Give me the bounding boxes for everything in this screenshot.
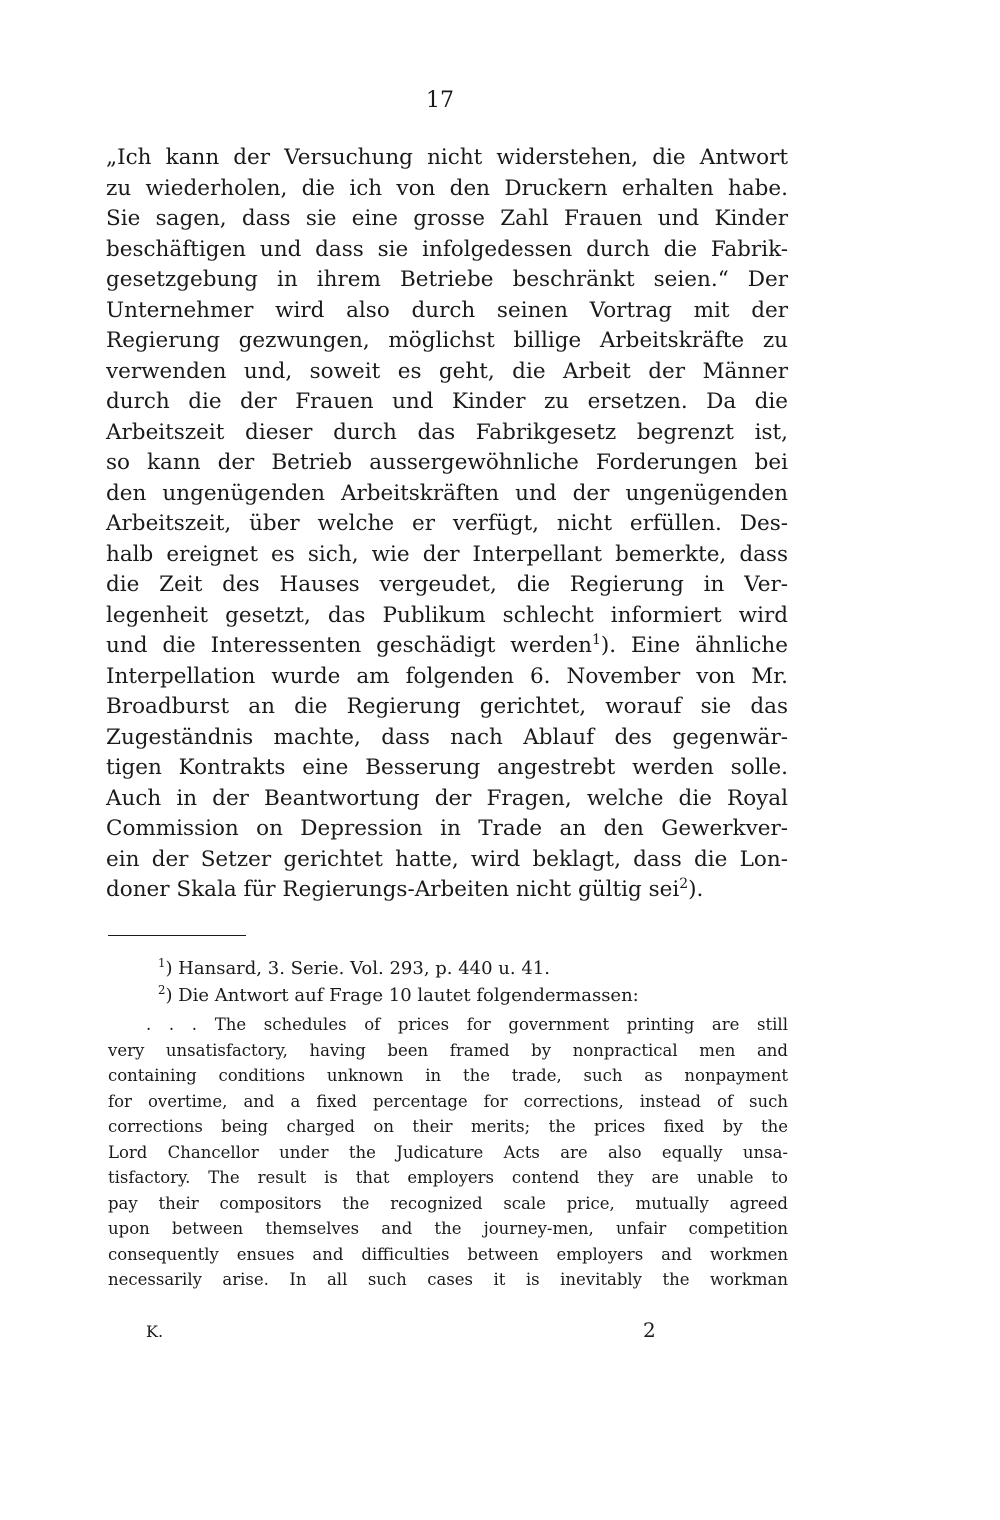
main-text-block <box>106 143 788 906</box>
quote-line: very unsatisfactory, having been framed by nonpractical men and <box>108 1040 788 1060</box>
footnote-quote-block <box>108 1012 788 1293</box>
quote-line: containing conditions unknown in the trade, such as nonpayment <box>108 1066 788 1085</box>
text-line: Regierung gezwungen, möglichst billige Arbeitskräfte zu <box>106 328 788 353</box>
quote-line: . . . The schedules of prices for government printing are still <box>146 1015 788 1034</box>
footnote-divider <box>108 935 246 936</box>
text-line: Arbeitszeit, über welche er verfügt, nicht erfüllen. Des- <box>106 511 788 536</box>
text-line: Unternehmer wird also durch seinen Vortrag mit der <box>106 297 788 323</box>
text-line: den ungenügenden Arbeitskräften und der ungenügenden <box>106 480 788 506</box>
quote-line: necessarily arise. In all such cases it is inevitably the workman <box>108 1270 788 1289</box>
printer-signature-mark: K. <box>146 1322 164 1341</box>
text-line: so kann der Betrieb aussergewöhnliche Forderungen bei <box>106 450 788 475</box>
quote-line: consequently ensues and difficulties between employers and workmen <box>108 1244 788 1264</box>
quote-line: pay their compositors the recognized scale price, mutually agreed <box>108 1193 788 1213</box>
text-line: Interpellation wurde am folgenden 6. November von Mr. <box>106 663 788 689</box>
text-line: die Zeit des Hauses vergeudet, die Regierung in Ver- <box>106 572 788 597</box>
text-line: Arbeitszeit dieser durch das Fabrikgesetz begrenzt ist, <box>106 419 788 445</box>
text-line-with-footnote-ref <box>106 875 788 906</box>
footnote-text: ) Hansard, 3. Serie. Vol. 293, p. 440 u. 41. <box>165 958 550 979</box>
text-line: „Ich kann der Versuchung nicht widerstehen, die Antwort <box>106 145 788 170</box>
text-segment: ). <box>688 877 704 902</box>
footnote-ref: 1 <box>592 631 601 648</box>
text-line: legenheit gesetzt, das Publikum schlecht informiert wird <box>106 602 788 628</box>
text-segment: ). Eine ähnliche <box>600 633 788 658</box>
quote-line: upon between themselves and the journey-men, unfair competition <box>108 1219 788 1238</box>
text-line: Auch in der Beantwortung der Fragen, welche die Royal <box>106 785 788 811</box>
footnote-marker: 2 <box>158 983 166 997</box>
sheet-number: 2 <box>643 1318 656 1342</box>
quote-line: tisfactory. The result is that employers contend they are unable to <box>108 1168 788 1187</box>
footnote-1 <box>158 958 550 979</box>
text-line: halb ereignet es sich, wie der Interpellant bemerkte, dass <box>106 541 788 567</box>
page-number: 17 <box>426 88 454 113</box>
quote-line: corrections being charged on their merits; the prices fixed by the <box>108 1117 788 1136</box>
text-line: gesetzgebung in ihrem Betriebe beschränkt seien.“ Der <box>106 267 788 292</box>
text-segment: doner Skala für Regierungs-Arbeiten nicht gültig sei <box>106 877 680 902</box>
quote-line: for overtime, and a fixed percentage for corrections, instead of such <box>108 1091 788 1111</box>
text-line: tigen Kontrakts eine Besserung angestrebt werden solle. <box>106 755 788 780</box>
text-line: ein der Setzer gerichtet hatte, wird beklagt, dass die Lon- <box>106 846 788 872</box>
footnote-2 <box>158 985 639 1006</box>
text-line: verwenden und, soweit es geht, die Arbeit der Männer <box>106 358 788 384</box>
footnote-ref: 2 <box>679 875 689 892</box>
footnote-text: ) Die Antwort auf Frage 10 lautet folgendermassen: <box>165 985 639 1006</box>
text-line: durch die der Frauen und Kinder zu ersetzen. Da die <box>106 389 788 414</box>
quote-line: Lord Chancellor under the Judicature Acts are also equally unsa- <box>108 1142 788 1162</box>
text-line: Zugeständnis machte, dass nach Ablauf des gegenwär- <box>106 724 788 750</box>
text-line: Sie sagen, dass sie eine grosse Zahl Frauen und Kinder <box>106 206 788 231</box>
text-line: beschäftigen und dass sie infolgedessen durch die Fabrik- <box>106 236 788 262</box>
text-line: zu wiederholen, die ich von den Druckern erhalten habe. <box>106 175 788 201</box>
text-line-with-footnote-ref <box>106 631 788 662</box>
footnote-marker: 1 <box>158 956 166 970</box>
text-line: Commission on Depression in Trade an den Gewerkver- <box>106 816 788 841</box>
text-segment: und die Interessenten geschädigt werden <box>106 633 593 658</box>
text-line: Broadburst an die Regierung gerichtet, worauf sie das <box>106 694 788 719</box>
